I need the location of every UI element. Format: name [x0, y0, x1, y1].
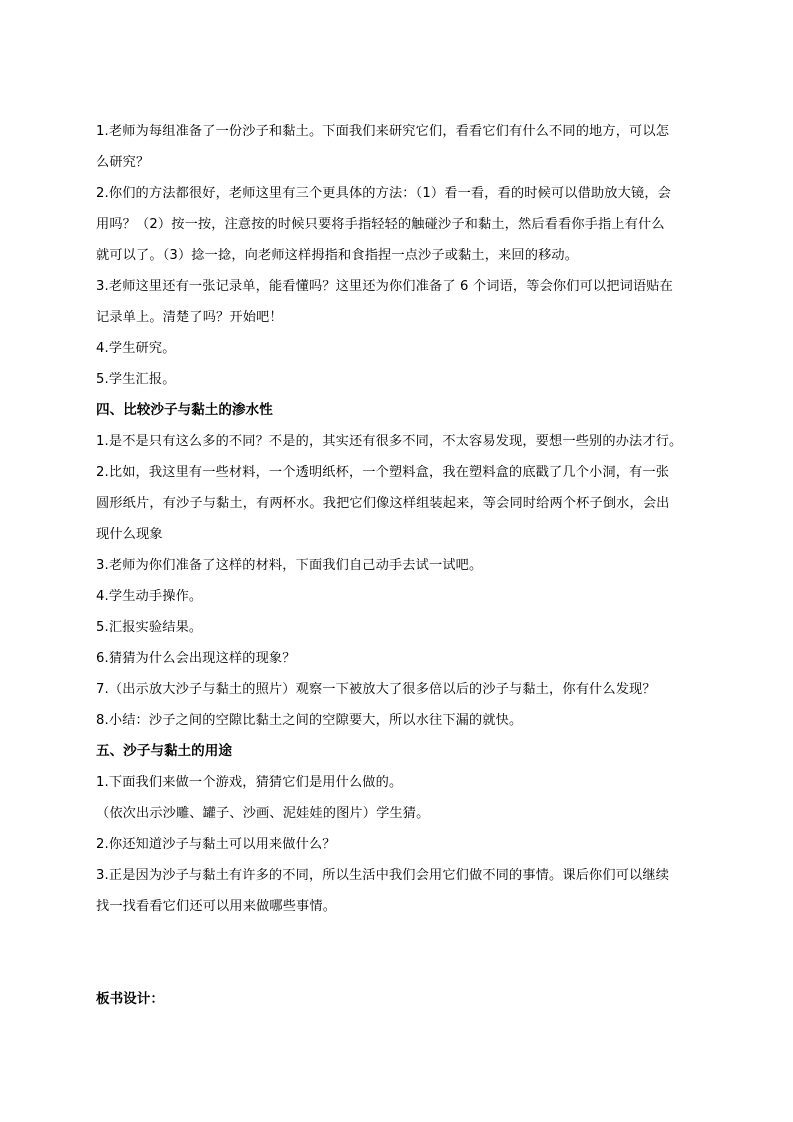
paragraph-line: 1.是不是只有这么多的不同？不是的，其实还有很多不同，不太容易发现，要想一些别的办法才行。 [96, 434, 683, 449]
document-page [96, 116, 700, 1015]
paragraph-line: 3.正是因为沙子与黏土有许多的不同，所以生活中我们会用它们做不同的事情。课后你们可以继续 [96, 868, 670, 883]
paragraph-line: 现什么现象 [96, 527, 163, 542]
paragraph-line: 2.你们的方法都很好，老师这里有三个更具体的方法：（1）看一看，看的时候可以借助放大镜，会 [96, 186, 671, 201]
paragraph-line: 7.（出示放大沙子与黏土的照片）观察一下被放大了很多倍以后的沙子与黏土，你有什么发现？ [96, 682, 656, 697]
paragraph-line: （依次出示沙雕、罐子、沙画、泥娃娃的图片）学生猜。 [96, 806, 430, 821]
paragraph-line: 4.学生研究。 [96, 341, 176, 356]
paragraph-line: 就可以了。（3）捻一捻，向老师这样拇指和食指捏一点沙子或黏土，来回的移动。 [96, 248, 579, 263]
paragraph-line: 6.猜猜为什么会出现这样的现象？ [96, 651, 296, 666]
paragraph-line: 2.你还知道沙子与黏土可以用来做什么？ [96, 837, 336, 852]
paragraph-line: 找一找看看它们还可以用来做哪些事情。 [96, 899, 337, 914]
paragraph-line: 2.比如，我这里有一些材料，一个透明纸杯，一个塑料盒，我在塑料盒的底戳了几个小洞，有一张 [96, 465, 670, 480]
section-heading-4: 四、比较沙子与黏土的渗水性 [96, 402, 273, 418]
section-heading-5: 五、沙子与黏土的用途 [96, 743, 232, 759]
paragraph-line: 3.老师这里还有一张记录单，能看懂吗？这里还为你们准备了 6 个词语，等会你们可以把词语贴在 [96, 279, 673, 294]
paragraph-line: 圆形纸片，有沙子与黏土，有两杯水。我把它们像这样组装起来，等会同时给两个杯子倒水，会出 [96, 496, 670, 511]
paragraph-line: 3.老师为你们准备了这样的材料，下面我们自己动手去试一试吧。 [96, 558, 483, 573]
paragraph-line: 1.老师为每组准备了一份沙子和黏土。下面我们来研究它们，看看它们有什么不同的地方，可以怎 [96, 124, 670, 139]
paragraph-line: 用吗？（2）按一按，注意按的时候只要将手指轻轻的触碰沙子和黏土，然后看看你手指上有什么 [96, 217, 665, 232]
paragraph-line: 么研究？ [96, 155, 150, 170]
paragraph-line: 5.汇报实验结果。 [96, 620, 203, 635]
paragraph-line: 5.学生汇报。 [96, 372, 176, 387]
board-design-heading: 板书设计： [96, 991, 164, 1007]
paragraph-line: 4.学生动手操作。 [96, 589, 203, 604]
paragraph-line: 1.下面我们来做一个游戏，猜猜它们是用什么做的。 [96, 775, 403, 790]
paragraph-line: 记录单上。清楚了吗？开始吧！ [96, 310, 283, 325]
blank-space [96, 922, 700, 984]
paragraph-line: 8.小结：沙子之间的空隙比黏土之间的空隙要大，所以水往下漏的就快。 [96, 713, 523, 728]
